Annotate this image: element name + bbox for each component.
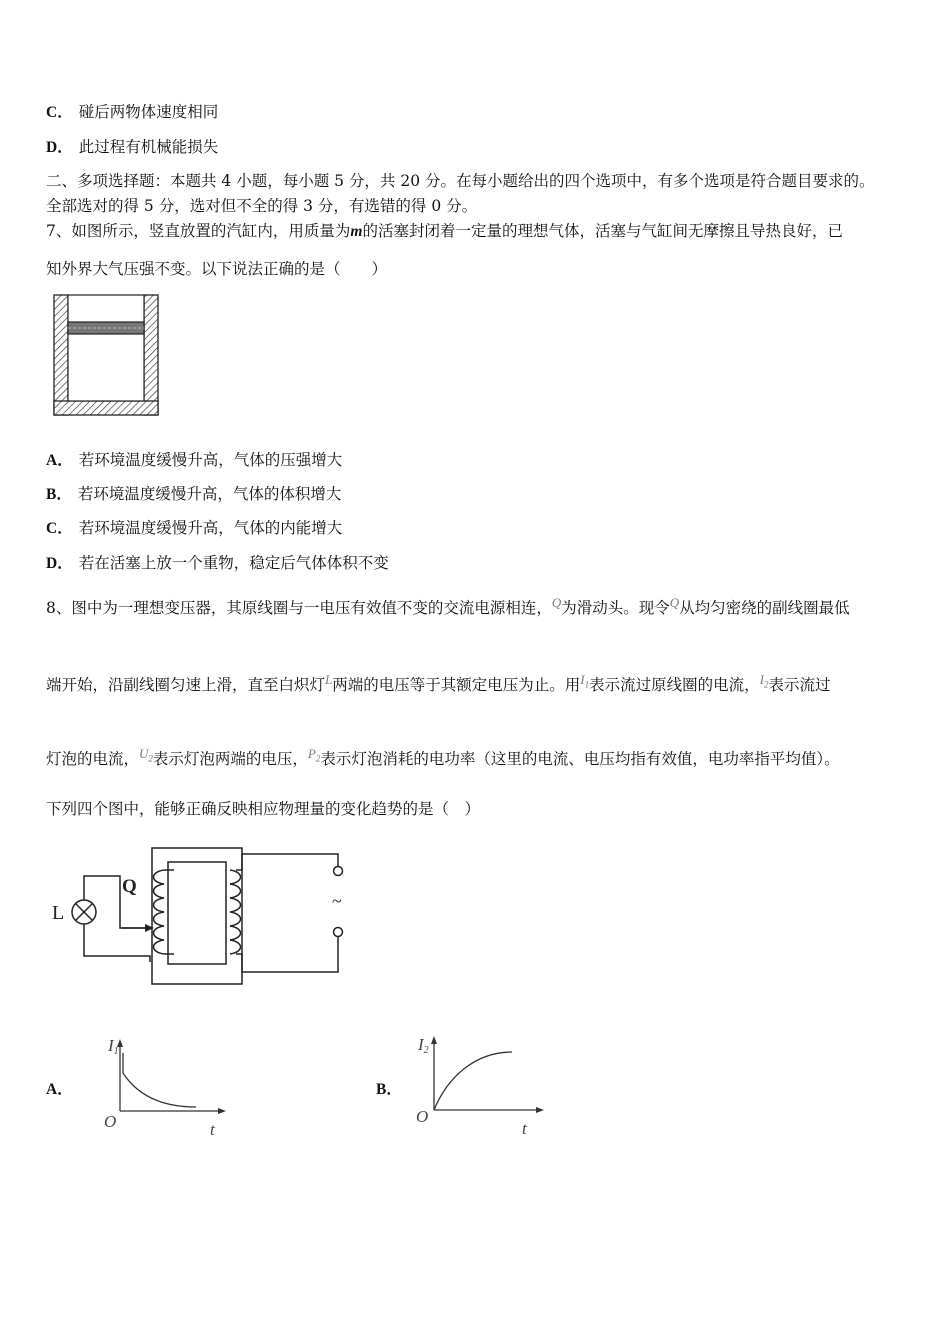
symbol-sub: 2 [763,679,769,690]
source-terminal-bottom [334,928,343,937]
q8-stem-line3 [46,746,840,775]
q7-option-a [46,450,342,471]
graph-a-ylabel: I [108,1036,114,1055]
option-text: 若在活塞上放一个重物，稳定后气体体积不变 [78,554,389,572]
symbol-sub: 2 [315,753,321,764]
primary-coil [230,870,241,954]
slider-q-arrow [122,924,154,932]
q7-text: 的活塞封闭着一定量的理想气体，活塞与气缸间无摩擦且导热良好，已 [362,222,843,240]
q7-option-c [46,518,342,539]
symbol-i2 [759,672,769,690]
graph-b [410,1032,550,1138]
ac-source-symbol: ~ [332,891,342,911]
graph-a [100,1035,230,1141]
graph-b-origin: O [416,1107,429,1126]
section-heading-line1: 二、多项选择题：本题共 4 小题，每小题 5 分，共 20 分。在每小题给出的四个选项中，有多个选项是符合题目要求的。 [46,172,875,190]
option-letter: A． [46,452,73,469]
option-text: 此过程有机械能损失 [78,138,219,156]
source-terminal-top [334,867,343,876]
option-letter: C． [46,520,73,537]
secondary-coil [154,870,175,954]
symbol-p-letter: P [307,746,316,761]
option-letter: D． [46,555,73,572]
symbol-i-letter: I [759,672,764,687]
svg-text:I1 [107,1036,119,1057]
q7-option-b [46,484,341,505]
option-letter: B． [46,486,72,503]
option-letter: C． [46,104,73,121]
q8-text: 灯泡的电流， [46,750,140,768]
svg-text:I2 [417,1035,429,1056]
graph-a-ysub: 1 [113,1046,119,1057]
graph-a-curve [123,1053,196,1107]
transformer-circuit [46,840,366,990]
q7-stem-line1 [46,221,843,242]
option-text: 若环境温度缓慢升高，气体的内能增大 [78,519,343,537]
option-text: 若环境温度缓慢升高，气体的体积增大 [77,485,342,503]
cylinder-right-wall [144,295,158,415]
graph-b-option [376,1079,408,1100]
graph-a-option [46,1079,79,1100]
symbol-sub: 2 [148,753,153,764]
q8-text: 两端的电压等于其额定电压为止。用 [332,676,581,694]
q6-option-d [46,137,218,158]
q8-text: 为滑动头。现令 [561,599,670,617]
cylinder-figure [50,292,166,418]
symbol-p2 [307,746,321,764]
graph-b-ylabel: I [418,1035,424,1054]
q8-text: 表示灯泡两端的电压， [152,750,308,768]
mass-symbol: m [350,223,363,240]
q7-option-d [46,553,389,574]
symbol-q: Q [551,595,562,610]
q8-text: 8、图中为一理想变压器，其原线圈与一电压有效值不变的交流电源相连， [46,599,552,617]
lamp-label: L [52,902,65,924]
section-heading-line2: 全部选对的得 5 分，选对但不全的得 3 分，有选错的得 0 分。 [46,197,478,215]
symbol-i-letter: I [580,672,585,687]
symbol-sub: 1 [584,679,590,690]
option-text: 碰后两物体速度相同 [78,103,219,121]
slider-label: Q [122,876,137,897]
q8-stem-line1 [46,595,850,619]
q8-stem-line4: 下列四个图中，能够正确反映相应物理量的变化趋势的是（ ） [46,800,481,818]
q8-text: 从均匀密绕的副线圈最低 [679,599,850,617]
symbol-q: Q [669,595,680,610]
q7-stem-line2: 知外界大气压强不变。以下说法正确的是（ ） [46,260,388,278]
symbol-i1 [580,672,590,690]
graph-b-ysub: 2 [423,1045,429,1056]
graph-b-xlabel: t [522,1119,527,1138]
q7-text: 7、如图所示，竖直放置的汽缸内，用质量为 [46,222,351,240]
option-letter: B． [376,1081,402,1098]
graph-b-curve [434,1052,512,1110]
q8-text: 表示流过 [768,676,831,694]
option-letter: A． [46,1081,73,1098]
cylinder-bottom [54,401,158,415]
symbol-l: L [325,672,333,687]
option-text: 若环境温度缓慢升高，气体的压强增大 [78,451,343,469]
q8-text: 端开始，沿副线圈匀速上滑，直至白炽灯 [46,676,326,694]
graph-a-origin: O [104,1112,117,1131]
q8-text: 表示流过原线圈的电流， [589,676,760,694]
graph-a-xlabel: t [210,1120,215,1139]
option-letter: D． [46,139,73,156]
q8-text: 表示灯泡消耗的电功率（这里的电流、电压均指有效值，电功率指平均值）。 [320,750,840,768]
symbol-u-letter: U [139,746,149,761]
cylinder-left-wall [54,295,68,415]
symbol-u2 [139,746,153,764]
q6-option-c [46,102,218,123]
q8-stem-line2 [46,672,831,701]
